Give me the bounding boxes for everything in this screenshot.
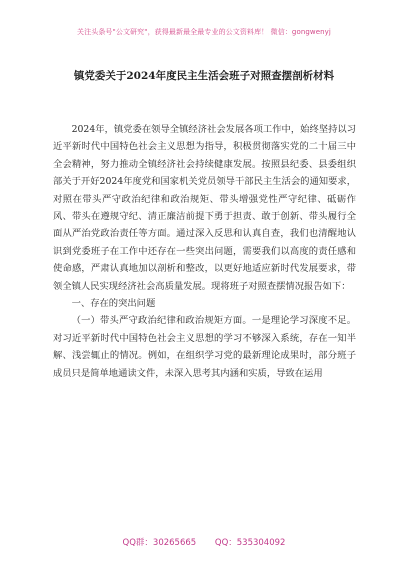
intro-paragraph: 2024年，镇党委在领导全镇经济社会发展各项工作中，始终坚持以习近平新时代中国特色社会主义思想为指导，积极贯彻落实党的二十届三中全会精神，努力推动全镇经济社会持续健康发展。按照县纪委、县委组织部关于开好2024年度党和国家机关党员领导干部民主生活会的通知要求，对照在带头严守政治纪律和政治规矩、带头增强党性严守纪律、砥砺作风、带头在遵规守纪、清正廉洁前提下勇于担责、敢于创新、带头履行全面从严治党政治责任等方面。通过深入反思和认真自查，我们也清醒地认识到党委班子在工作中还存在一些突出问题，需要我们以高度的责任感和使命感，严肃认真地加以剖析和整改，以更好地适应新时代发展要求，带领全镇人民实现经济社会高质量发展。现将班子对照查摆情况报告如下： <box>53 124 356 292</box>
document-body <box>53 121 356 382</box>
document-title: 镇党委关于2024年度民主生活会班子对照查摆剖析材料 <box>73 70 335 82</box>
qq-group: QQ群：30265665 <box>122 538 197 548</box>
footer-contact <box>0 536 408 548</box>
section-paragraph: （一）带头严守政治纪律和政治规矩方面。一是理论学习深度不足。对习近平新时代中国特色社会主义思想的学习不够深入系统，存在一知半解、浅尝辄止的情况。例如，在组织学习党的最新理论成果时，部分班子成员只是简单地通读文件，未深入思考其内涵和实质，导致在运用 <box>53 315 356 379</box>
section-heading: 一、存在的突出问题 <box>71 298 156 310</box>
promo-banner: 关注头条号"公文研究"，获得最新最全最专业的公文资料库！ 微信：gongwenyj <box>77 28 331 36</box>
qq-number: QQ：535304092 <box>214 538 286 548</box>
